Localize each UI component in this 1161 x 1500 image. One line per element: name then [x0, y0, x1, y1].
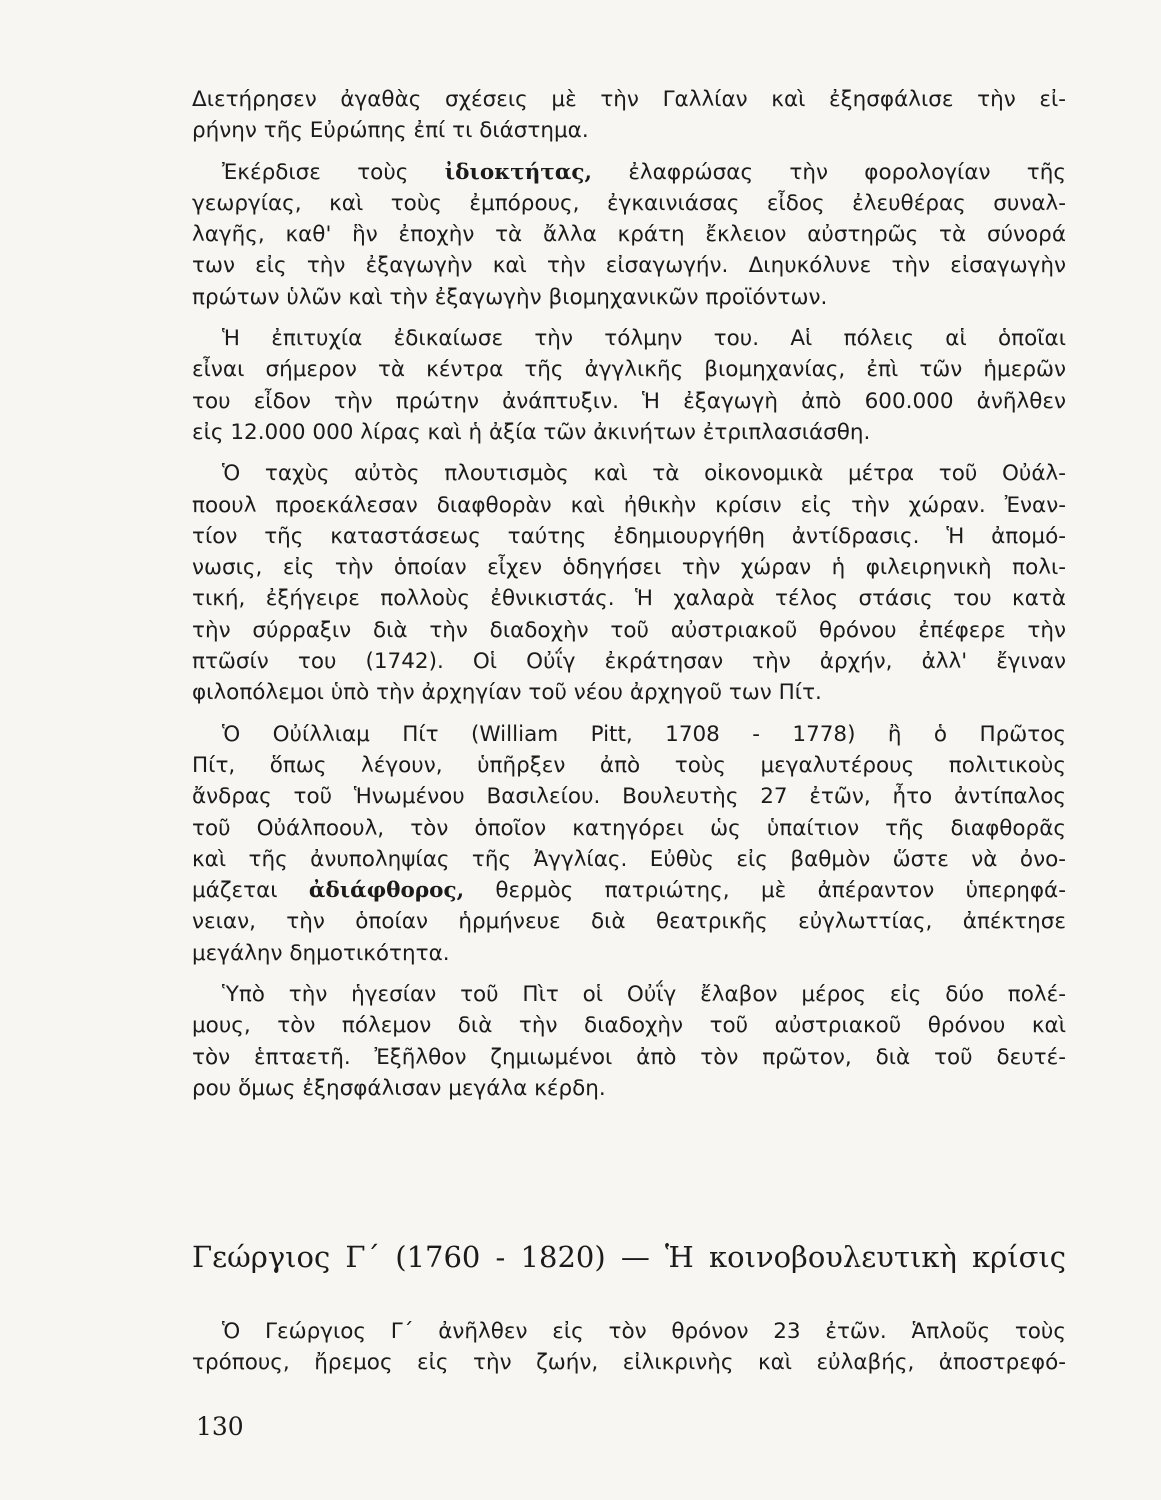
- paragraph: [192, 323, 1066, 448]
- paragraph: [192, 157, 1066, 313]
- text-line: μους, τὸν πόλεμον διὰ τὴν διαδοχὴν τοῦ αὐστριακοῦ θρόνου καὶ: [192, 1013, 1066, 1039]
- text-line: μάζεται ἀδιάφθορος, θερμὸς πατριώτης, μὲ ἀπέραντον ὑπερηφά-: [192, 878, 1066, 904]
- text-line: Ὁ Γεώργιος Γ΄ ἀνῆλθεν εἰς τὸν θρόνον 23 ἐτῶν. Ἁπλοῦς τοὺς: [222, 1319, 1066, 1344]
- paragraph: [192, 719, 1066, 969]
- text-line: τρόπους, ἤρεμος εἰς τὴν ζωήν, εἰλικρινὴς καὶ εὐλαβής, ἀποστρεφό-: [192, 1350, 1066, 1376]
- text-line: Πίτ, ὅπως λέγουν, ὑπῆρξεν ἀπὸ τοὺς μεγαλυτέρους πολιτικοὺς: [192, 752, 1066, 778]
- text-line: τική, ἐξήγειρε πολλοὺς ἐθνικιστάς. Ἡ χαλαρὰ τέλος στάσις του κατὰ: [192, 586, 1066, 612]
- text-line: ἄνδρας τοῦ Ἡνωμένου Βασιλείου. Βουλευτὴς 27 ἐτῶν, ἦτο ἀντίπαλος: [192, 784, 1066, 810]
- text-line: νειαν, τὴν ὁποίαν ἡρμήνευε διὰ θεατρικῆς εὐγλωττίας, ἀπέκτησε: [192, 909, 1066, 935]
- text-line: λαγῆς, καθ' ἣν ἐποχὴν τὰ ἄλλα κράτη ἔκλειον αὐστηρῶς τὰ σύνορά: [192, 222, 1066, 248]
- paragraph: [192, 458, 1066, 708]
- text-line: του εἶδον τὴν πρώτην ἀνάπτυξιν. Ἡ ἐξαγωγὴ ἀπὸ 600.000 ἀνῆλθεν: [192, 388, 1066, 414]
- text-line: Ὁ ταχὺς αὐτὸς πλουτισμὸς καὶ τὰ οἰκονομικὰ μέτρα τοῦ Οὐάλ-: [222, 461, 1066, 487]
- text-line: Διετήρησεν ἀγαθὰς σχέσεις μὲ τὴν Γαλλίαν καὶ ἐξησφάλισε τὴν εἰ-: [192, 87, 1066, 112]
- text-line: τὸν ἑπταετῆ. Ἐξῆλθον ζημιωμένοι ἀπὸ τὸν πρῶτον, διὰ τοῦ δευτέ-: [192, 1044, 1066, 1070]
- page-number: 130: [196, 1412, 244, 1441]
- section-paragraph: [192, 1316, 1066, 1379]
- text-line: Ὁ Οὐίλλιαμ Πίτ (William Pitt, 1708 - 1778) ἢ ὁ Πρῶτος: [222, 721, 1066, 747]
- text-line: νωσις, εἰς τὴν ὁποίαν εἶχεν ὁδηγήσει τὴν χώραν ἡ φιλειρηνικὴ πολι-: [192, 555, 1066, 581]
- text-line: τοῦ Οὐάλποουλ, τὸν ὁποῖον κατηγόρει ὡς ὑπαίτιον τῆς διαφθορᾶς: [192, 815, 1066, 841]
- text-line: εἶναι σήμερον τὰ κέντρα τῆς ἀγγλικῆς βιομηχανίας, ἐπὶ τῶν ἡμερῶν: [192, 357, 1066, 383]
- emphasized-term: ἀδιάφθορος,: [308, 878, 465, 904]
- text-line: γεωργίας, καὶ τοὺς ἐμπόρους, ἐγκαινιάσας εἶδος ἐλευθέρας συναλ-: [192, 190, 1066, 216]
- text-line: ρήνην τῆς Εὐρώπης ἐπί τι διάστημα.: [192, 118, 589, 144]
- text-line: καὶ τῆς ἀνυποληψίας τῆς Ἀγγλίας. Εὐθὺς εἰς βαθμὸν ὥστε νὰ ὀνο-: [192, 846, 1066, 872]
- emphasized-term: ἰδιοκτήτας,: [444, 159, 592, 185]
- paragraph: [192, 979, 1066, 1104]
- text-line: των εἰς τὴν ἐξαγωγὴν καὶ τὴν εἰσαγωγήν. Διηυκόλυνε τὴν εἰσαγωγὴν: [192, 253, 1066, 279]
- text-line: τὴν σύρραξιν διὰ τὴν διαδοχὴν τοῦ αὐστριακοῦ θρόνου ἐπέφερε τὴν: [192, 617, 1066, 643]
- text-line: Ὑπὸ τὴν ἡγεσίαν τοῦ Πὶτ οἱ Οὐΐγ ἔλαβον μέρος εἰς δύο πολέ-: [222, 982, 1066, 1008]
- text-line: Ἡ ἐπιτυχία ἐδικαίωσε τὴν τόλμην του. Αἱ πόλεις αἱ ὁποῖαι: [222, 326, 1066, 352]
- text-line: πτῶσίν του (1742). Οἱ Οὐΐγ ἐκράτησαν τὴν ἀρχήν, ἀλλ' ἔγιναν: [192, 649, 1066, 675]
- text-line: μεγάλην δημοτικότητα.: [192, 940, 450, 966]
- text-line: ρου ὅμως ἐξησφάλισαν μεγάλα κέρδη.: [192, 1075, 606, 1101]
- text-line: φιλοπόλεμοι ὑπὸ τὴν ἀρχηγίαν τοῦ νέου ἀρχηγοῦ των Πίτ.: [192, 680, 822, 706]
- section-heading: Γεώργιος Γ΄ (1760 - 1820) — Ἡ κοινοβουλευτικὴ κρίσις: [192, 1240, 1066, 1274]
- paragraph: [192, 84, 1066, 147]
- text-line: εἰς 12.000 000 λίρας καὶ ἡ ἀξία τῶν ἀκινήτων ἐτριπλασιάσθη.: [192, 419, 871, 445]
- text-line: Ἐκέρδισε τοὺς ἰδιοκτήτας, ἐλαφρώσας τὴν φορολογίαν τῆς: [222, 159, 1066, 185]
- text-line: τίον τῆς καταστάσεως ταύτης ἐδημιουργήθη ἀντίδρασις. Ἡ ἀπομό-: [192, 523, 1066, 549]
- text-line: πρώτων ὑλῶν καὶ τὴν ἐξαγωγὴν βιομηχανικῶν προϊόντων.: [192, 284, 828, 310]
- page-body: [192, 84, 1066, 1114]
- text-line: ποουλ προεκάλεσαν διαφθορὰν καὶ ἠθικὴν κρίσιν εἰς τὴν χώραν. Ἐναν-: [192, 492, 1066, 518]
